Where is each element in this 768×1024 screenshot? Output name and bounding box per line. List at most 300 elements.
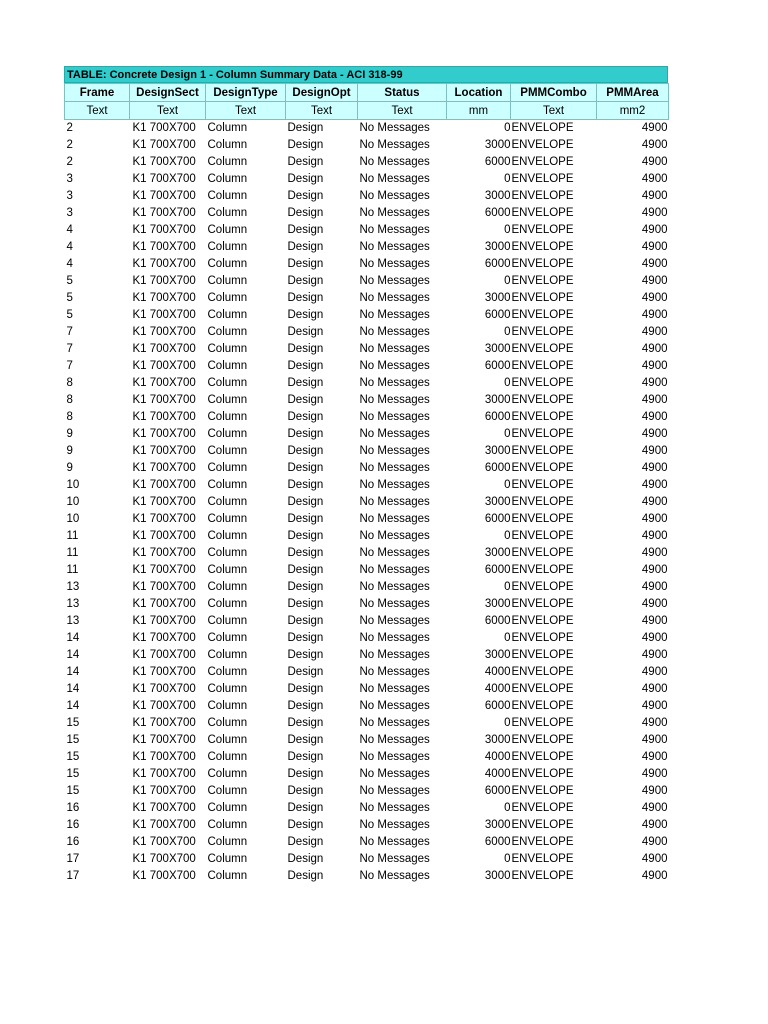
location-cell: 0: [504, 802, 511, 814]
table-row[interactable]: [65, 460, 669, 477]
pmmarea-cell: 4900: [641, 275, 668, 287]
pmmcombo-cell: ENVELOPE: [511, 530, 574, 542]
status-cell: No Messages: [359, 190, 430, 202]
designopt-cell: Design: [287, 564, 324, 576]
designtype-cell: Column: [207, 768, 248, 780]
frame-cell: 15: [66, 768, 80, 780]
designopt-cell: Design: [287, 156, 324, 168]
location-cell: 6000: [484, 258, 511, 270]
column-header-status[interactable]: Status: [358, 84, 447, 102]
designtype-cell: Column: [207, 309, 248, 321]
pmmcombo-cell: ENVELOPE: [511, 836, 574, 848]
location-cell: 6000: [484, 462, 511, 474]
status-cell: No Messages: [359, 156, 430, 168]
column-summary-sheet: [64, 66, 668, 885]
designtype-cell: Column: [207, 224, 248, 236]
column-header-designtype[interactable]: DesignType: [206, 84, 286, 102]
pmmarea-cell: 4900: [641, 241, 668, 253]
pmmarea-cell: 4900: [641, 292, 668, 304]
location-cell: 6000: [484, 156, 511, 168]
designtype-cell: Column: [207, 122, 248, 134]
table-row[interactable]: [65, 188, 669, 205]
designtype-cell: Column: [207, 241, 248, 253]
column-header-pmmcombo[interactable]: PMMCombo: [511, 84, 597, 102]
designtype-cell: Column: [207, 326, 248, 338]
designsect-cell: K1 700X700: [132, 275, 196, 287]
table-row[interactable]: [65, 426, 669, 443]
location-cell: 0: [504, 717, 511, 729]
table-row[interactable]: [65, 664, 669, 681]
designsect-cell: K1 700X700: [132, 122, 196, 134]
status-cell: No Messages: [359, 683, 430, 695]
table-row[interactable]: [65, 715, 669, 732]
status-cell: No Messages: [359, 853, 430, 865]
table-row[interactable]: [65, 222, 669, 239]
designsect-cell: K1 700X700: [132, 751, 196, 763]
designopt-cell: Design: [287, 173, 324, 185]
location-cell: 6000: [484, 309, 511, 321]
table-row[interactable]: [65, 817, 669, 834]
location-cell: 6000: [484, 411, 511, 423]
designopt-cell: Design: [287, 530, 324, 542]
frame-cell: 8: [66, 377, 73, 389]
pmmarea-cell: 4900: [641, 190, 668, 202]
designopt-cell: Design: [287, 428, 324, 440]
table-row[interactable]: [65, 511, 669, 528]
column-header-pmmarea[interactable]: PMMArea: [597, 84, 669, 102]
designtype-cell: Column: [207, 870, 248, 882]
table-row[interactable]: [65, 698, 669, 715]
pmmcombo-cell: ENVELOPE: [511, 768, 574, 780]
pmmcombo-cell: ENVELOPE: [511, 666, 574, 678]
designtype-cell: Column: [207, 292, 248, 304]
pmmarea-cell: 4900: [641, 411, 668, 423]
designtype-cell: Column: [207, 190, 248, 202]
pmmcombo-cell: ENVELOPE: [511, 462, 574, 474]
frame-cell: 11: [66, 530, 79, 542]
pmmarea-cell: 4900: [641, 207, 668, 219]
column-header-location[interactable]: Location: [447, 84, 511, 102]
status-cell: No Messages: [359, 241, 430, 253]
designopt-cell: Design: [287, 139, 324, 151]
designtype-cell: Column: [207, 530, 248, 542]
designopt-cell: Design: [287, 513, 324, 525]
status-cell: No Messages: [359, 802, 430, 814]
designtype-cell: Column: [207, 598, 248, 610]
designopt-cell: Design: [287, 853, 324, 865]
table-row[interactable]: [65, 494, 669, 511]
status-cell: No Messages: [359, 819, 430, 831]
designtype-cell: Column: [207, 360, 248, 372]
table-row[interactable]: [65, 477, 669, 494]
table-row[interactable]: [65, 613, 669, 630]
status-cell: No Messages: [359, 258, 430, 270]
designsect-cell: K1 700X700: [132, 156, 196, 168]
designtype-cell: Column: [207, 564, 248, 576]
frame-cell: 14: [66, 649, 80, 661]
pmmarea-cell: 4900: [641, 445, 668, 457]
designsect-cell: K1 700X700: [132, 666, 196, 678]
table-row[interactable]: [65, 800, 669, 817]
designsect-cell: K1 700X700: [132, 343, 196, 355]
pmmarea-cell: 4900: [641, 836, 668, 848]
designtype-cell: Column: [207, 377, 248, 389]
status-cell: No Messages: [359, 564, 430, 576]
pmmarea-cell: 4900: [641, 530, 668, 542]
pmmcombo-cell: ENVELOPE: [511, 156, 574, 168]
table-row[interactable]: [65, 171, 669, 188]
frame-cell: 16: [66, 836, 80, 848]
unit-pmmarea: mm2: [597, 102, 669, 120]
status-cell: No Messages: [359, 360, 430, 372]
table-row[interactable]: [65, 239, 669, 256]
frame-cell: 10: [66, 496, 80, 508]
designsect-cell: K1 700X700: [132, 139, 196, 151]
designsect-cell: K1 700X700: [132, 428, 196, 440]
designopt-cell: Design: [287, 275, 324, 287]
designtype-cell: Column: [207, 496, 248, 508]
frame-cell: 4: [66, 224, 73, 236]
location-cell: 0: [504, 326, 511, 338]
designsect-cell: K1 700X700: [132, 309, 196, 321]
status-cell: No Messages: [359, 309, 430, 321]
pmmarea-cell: 4900: [641, 649, 668, 661]
frame-cell: 17: [66, 870, 80, 882]
location-cell: 3000: [484, 445, 511, 457]
table-row[interactable]: [65, 273, 669, 290]
table-row[interactable]: [65, 205, 669, 222]
location-cell: 0: [504, 122, 511, 134]
designtype-cell: Column: [207, 751, 248, 763]
designtype-cell: Column: [207, 853, 248, 865]
designsect-cell: K1 700X700: [132, 479, 196, 491]
header-row: [65, 84, 669, 102]
pmmcombo-cell: ENVELOPE: [511, 700, 574, 712]
table-row[interactable]: [65, 681, 669, 698]
location-cell: 0: [504, 853, 511, 865]
table-row[interactable]: [65, 120, 669, 138]
pmmcombo-cell: ENVELOPE: [511, 411, 574, 423]
designsect-cell: K1 700X700: [132, 632, 196, 644]
unit-designopt: Text: [286, 102, 358, 120]
table-row[interactable]: [65, 868, 669, 885]
frame-cell: 14: [66, 683, 80, 695]
pmmcombo-cell: ENVELOPE: [511, 581, 574, 593]
location-cell: 3000: [484, 734, 511, 746]
frame-cell: 7: [66, 360, 73, 372]
frame-cell: 5: [66, 275, 73, 287]
table-row[interactable]: [65, 137, 669, 154]
designsect-cell: K1 700X700: [132, 207, 196, 219]
frame-cell: 14: [66, 666, 80, 678]
table-row[interactable]: [65, 766, 669, 783]
status-cell: No Messages: [359, 173, 430, 185]
designopt-cell: Design: [287, 615, 324, 627]
designtype-cell: Column: [207, 445, 248, 457]
designsect-cell: K1 700X700: [132, 411, 196, 423]
frame-cell: 13: [66, 615, 80, 627]
table-row[interactable]: [65, 562, 669, 579]
pmmarea-cell: 4900: [641, 326, 668, 338]
designsect-cell: K1 700X700: [132, 870, 196, 882]
unit-status: Text: [358, 102, 447, 120]
frame-cell: 8: [66, 394, 73, 406]
designsect-cell: K1 700X700: [132, 377, 196, 389]
designopt-cell: Design: [287, 377, 324, 389]
table-title: TABLE: Concrete Design 1 - Column Summary Data - ACI 318-99: [64, 66, 668, 83]
designsect-cell: K1 700X700: [132, 717, 196, 729]
designsect-cell: K1 700X700: [132, 734, 196, 746]
location-cell: 0: [504, 479, 511, 491]
table-row[interactable]: [65, 409, 669, 426]
designopt-cell: Design: [287, 309, 324, 321]
pmmcombo-cell: ENVELOPE: [511, 683, 574, 695]
designopt-cell: Design: [287, 445, 324, 457]
frame-cell: 8: [66, 411, 73, 423]
designopt-cell: Design: [287, 836, 324, 848]
location-cell: 4000: [484, 768, 511, 780]
location-cell: 6000: [484, 836, 511, 848]
location-cell: 0: [504, 530, 511, 542]
column-header-frame[interactable]: Frame: [65, 84, 130, 102]
table-row[interactable]: [65, 834, 669, 851]
status-cell: No Messages: [359, 462, 430, 474]
designtype-cell: Column: [207, 462, 248, 474]
designtype-cell: Column: [207, 258, 248, 270]
table-row[interactable]: [65, 528, 669, 545]
pmmarea-cell: 4900: [641, 751, 668, 763]
table-row[interactable]: [65, 324, 669, 341]
designopt-cell: Design: [287, 547, 324, 559]
status-cell: No Messages: [359, 326, 430, 338]
frame-cell: 9: [66, 445, 73, 457]
location-cell: 3000: [484, 292, 511, 304]
designsect-cell: K1 700X700: [132, 649, 196, 661]
frame-cell: 16: [66, 802, 80, 814]
status-cell: No Messages: [359, 445, 430, 457]
designtype-cell: Column: [207, 275, 248, 287]
location-cell: 3000: [484, 496, 511, 508]
designopt-cell: Design: [287, 462, 324, 474]
table-row[interactable]: [65, 256, 669, 273]
unit-designsect: Text: [130, 102, 206, 120]
table-row[interactable]: [65, 732, 669, 749]
designsect-cell: K1 700X700: [132, 768, 196, 780]
table-row[interactable]: [65, 375, 669, 392]
designsect-cell: K1 700X700: [132, 581, 196, 593]
pmmarea-cell: 4900: [641, 666, 668, 678]
pmmcombo-cell: ENVELOPE: [511, 717, 574, 729]
designopt-cell: Design: [287, 700, 324, 712]
location-cell: 6000: [484, 615, 511, 627]
location-cell: 3000: [484, 819, 511, 831]
pmmarea-cell: 4900: [641, 343, 668, 355]
status-cell: No Messages: [359, 615, 430, 627]
pmmarea-cell: 4900: [641, 309, 668, 321]
designopt-cell: Design: [287, 768, 324, 780]
location-cell: 3000: [484, 190, 511, 202]
status-cell: No Messages: [359, 292, 430, 304]
designtype-cell: Column: [207, 411, 248, 423]
unit-frame: Text: [65, 102, 130, 120]
designsect-cell: K1 700X700: [132, 598, 196, 610]
frame-cell: 13: [66, 581, 80, 593]
pmmarea-cell: 4900: [641, 428, 668, 440]
pmmarea-cell: 4900: [641, 258, 668, 270]
designtype-cell: Column: [207, 785, 248, 797]
status-cell: No Messages: [359, 496, 430, 508]
column-header-designsect[interactable]: DesignSect: [130, 84, 206, 102]
designsect-cell: K1 700X700: [132, 326, 196, 338]
pmmarea-cell: 4900: [641, 496, 668, 508]
designopt-cell: Design: [287, 122, 324, 134]
pmmarea-cell: 4900: [641, 700, 668, 712]
table-row[interactable]: [65, 630, 669, 647]
frame-cell: 7: [66, 326, 73, 338]
location-cell: 0: [504, 224, 511, 236]
designtype-cell: Column: [207, 632, 248, 644]
status-cell: No Messages: [359, 785, 430, 797]
pmmcombo-cell: ENVELOPE: [511, 428, 574, 440]
pmmarea-cell: 4900: [641, 870, 668, 882]
location-cell: 3000: [484, 547, 511, 559]
table-row[interactable]: [65, 545, 669, 562]
designtype-cell: Column: [207, 428, 248, 440]
location-cell: 3000: [484, 649, 511, 661]
status-cell: No Messages: [359, 649, 430, 661]
pmmarea-cell: 4900: [641, 122, 668, 134]
designopt-cell: Design: [287, 360, 324, 372]
frame-cell: 15: [66, 785, 80, 797]
table-row[interactable]: [65, 290, 669, 307]
location-cell: 0: [504, 581, 511, 593]
designopt-cell: Design: [287, 734, 324, 746]
pmmcombo-cell: ENVELOPE: [511, 207, 574, 219]
location-cell: 6000: [484, 564, 511, 576]
pmmarea-cell: 4900: [641, 819, 668, 831]
table-row[interactable]: [65, 392, 669, 409]
designtype-cell: Column: [207, 343, 248, 355]
designopt-cell: Design: [287, 479, 324, 491]
location-cell: 3000: [484, 394, 511, 406]
designtype-cell: Column: [207, 207, 248, 219]
pmmcombo-cell: ENVELOPE: [511, 734, 574, 746]
designsect-cell: K1 700X700: [132, 173, 196, 185]
table-row[interactable]: [65, 358, 669, 375]
frame-cell: 15: [66, 734, 80, 746]
status-cell: No Messages: [359, 275, 430, 287]
pmmcombo-cell: ENVELOPE: [511, 870, 574, 882]
designtype-cell: Column: [207, 615, 248, 627]
frame-cell: 3: [66, 207, 73, 219]
pmmcombo-cell: ENVELOPE: [511, 853, 574, 865]
location-cell: 0: [504, 275, 511, 287]
frame-cell: 9: [66, 462, 73, 474]
location-cell: 0: [504, 428, 511, 440]
designopt-cell: Design: [287, 258, 324, 270]
table-row[interactable]: [65, 851, 669, 868]
pmmcombo-cell: ENVELOPE: [511, 258, 574, 270]
pmmcombo-cell: ENVELOPE: [511, 224, 574, 236]
status-cell: No Messages: [359, 428, 430, 440]
designtype-cell: Column: [207, 649, 248, 661]
pmmarea-cell: 4900: [641, 717, 668, 729]
pmmcombo-cell: ENVELOPE: [511, 785, 574, 797]
designtype-cell: Column: [207, 734, 248, 746]
table-row[interactable]: [65, 341, 669, 358]
designtype-cell: Column: [207, 717, 248, 729]
designsect-cell: K1 700X700: [132, 530, 196, 542]
pmmarea-cell: 4900: [641, 513, 668, 525]
designopt-cell: Design: [287, 207, 324, 219]
pmmcombo-cell: ENVELOPE: [511, 751, 574, 763]
designsect-cell: K1 700X700: [132, 241, 196, 253]
unit-pmmcombo: Text: [511, 102, 597, 120]
designsect-cell: K1 700X700: [132, 394, 196, 406]
location-cell: 6000: [484, 785, 511, 797]
location-cell: 3000: [484, 139, 511, 151]
pmmarea-cell: 4900: [641, 139, 668, 151]
column-summary-table: [64, 83, 669, 885]
pmmcombo-cell: ENVELOPE: [511, 173, 574, 185]
designopt-cell: Design: [287, 802, 324, 814]
designopt-cell: Design: [287, 785, 324, 797]
designopt-cell: Design: [287, 241, 324, 253]
status-cell: No Messages: [359, 870, 430, 882]
location-cell: 3000: [484, 870, 511, 882]
pmmcombo-cell: ENVELOPE: [511, 445, 574, 457]
pmmcombo-cell: ENVELOPE: [511, 360, 574, 372]
table-row[interactable]: [65, 443, 669, 460]
frame-cell: 4: [66, 258, 73, 270]
designsect-cell: K1 700X700: [132, 224, 196, 236]
location-cell: 0: [504, 173, 511, 185]
pmmcombo-cell: ENVELOPE: [511, 547, 574, 559]
pmmarea-cell: 4900: [641, 615, 668, 627]
status-cell: No Messages: [359, 717, 430, 729]
designopt-cell: Design: [287, 394, 324, 406]
table-row[interactable]: [65, 307, 669, 324]
pmmcombo-cell: ENVELOPE: [511, 394, 574, 406]
pmmcombo-cell: ENVELOPE: [511, 819, 574, 831]
status-cell: No Messages: [359, 734, 430, 746]
frame-cell: 2: [66, 122, 73, 134]
pmmarea-cell: 4900: [641, 394, 668, 406]
pmmarea-cell: 4900: [641, 632, 668, 644]
table-row[interactable]: [65, 579, 669, 596]
column-header-designopt[interactable]: DesignOpt: [286, 84, 358, 102]
table-row[interactable]: [65, 749, 669, 766]
frame-cell: 7: [66, 343, 73, 355]
frame-cell: 15: [66, 751, 80, 763]
table-row[interactable]: [65, 596, 669, 613]
table-row[interactable]: [65, 647, 669, 664]
designsect-cell: K1 700X700: [132, 547, 196, 559]
designtype-cell: Column: [207, 139, 248, 151]
designtype-cell: Column: [207, 683, 248, 695]
designopt-cell: Design: [287, 224, 324, 236]
frame-cell: 14: [66, 632, 80, 644]
designopt-cell: Design: [287, 190, 324, 202]
frame-cell: 17: [66, 853, 80, 865]
status-cell: No Messages: [359, 751, 430, 763]
table-row[interactable]: [65, 154, 669, 171]
designopt-cell: Design: [287, 819, 324, 831]
frame-cell: 9: [66, 428, 73, 440]
frame-cell: 3: [66, 173, 73, 185]
designtype-cell: Column: [207, 802, 248, 814]
table-row[interactable]: [65, 783, 669, 800]
